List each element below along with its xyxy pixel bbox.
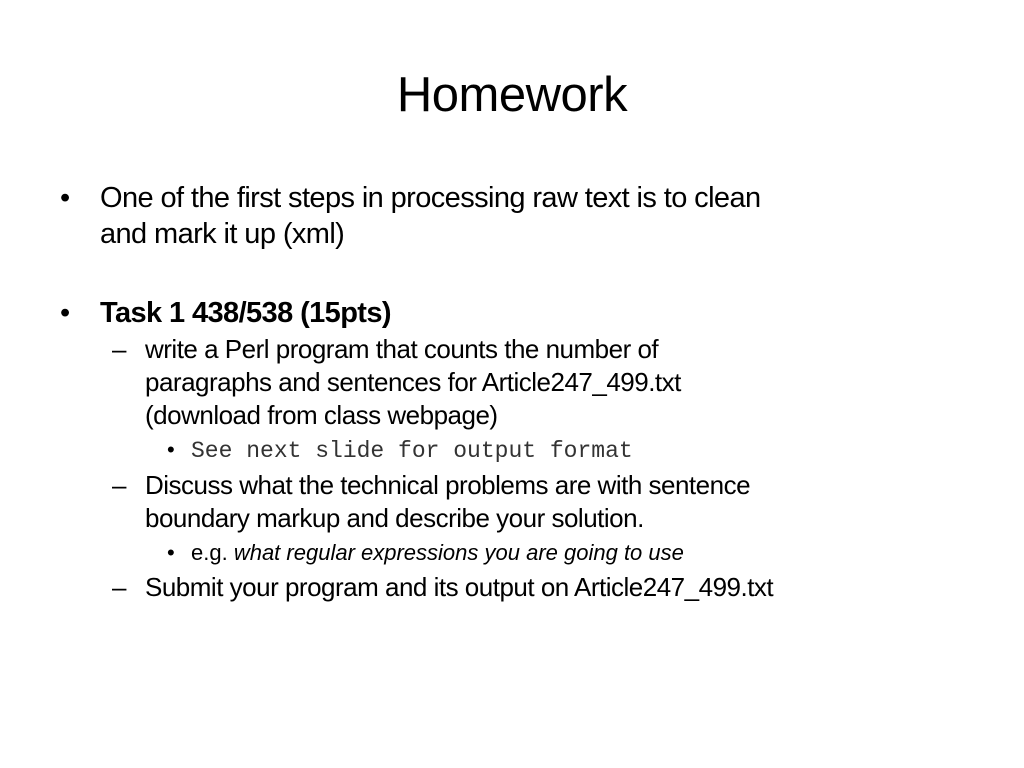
sub-bullet-write-program: [60, 333, 970, 432]
sub1-line3: (download from class webpage): [145, 400, 498, 430]
bullet-intro: [60, 180, 970, 252]
sub1-line2: paragraphs and sentences for Article247_499.txt: [145, 367, 681, 397]
sub3-line1: Submit your program and its output on Article247_499.txt: [145, 572, 774, 602]
bullet-intro-line1: One of the first steps in processing raw text is to clean: [100, 182, 761, 214]
bullet-intro-line2: and mark it up (xml): [100, 218, 345, 250]
task-heading: Task 1 438/538 (15pts): [100, 297, 391, 329]
sub1-line1: write a Perl program that counts the number of: [145, 334, 659, 364]
sub-bullet-submit: [60, 571, 970, 604]
regex-note-italic: what regular expressions you are going to use: [233, 540, 684, 565]
dash-icon: –: [112, 470, 126, 500]
bullet-dot-icon: •: [60, 182, 70, 214]
bullet-task: [60, 295, 970, 331]
bullet-dot-icon: •: [167, 437, 175, 462]
slide-title: Homework: [396, 68, 628, 122]
sub2-line1: Discuss what the technical problems are with sentence: [145, 470, 751, 500]
output-format-note: See next slide for output format: [191, 438, 633, 464]
sub2-line2: boundary markup and describe your solution.: [145, 503, 644, 533]
sub-sub-bullet-output-format: [60, 436, 970, 465]
dash-icon: –: [112, 334, 126, 364]
bullet-dot-icon: •: [60, 297, 70, 329]
sub-sub-bullet-regex: [60, 539, 970, 567]
bullet-dot-icon: •: [167, 540, 175, 565]
regex-note-prefix: e.g.: [191, 540, 228, 565]
sub-bullet-discuss: [60, 469, 970, 535]
dash-icon: –: [112, 572, 126, 602]
slide-content: [60, 180, 970, 604]
